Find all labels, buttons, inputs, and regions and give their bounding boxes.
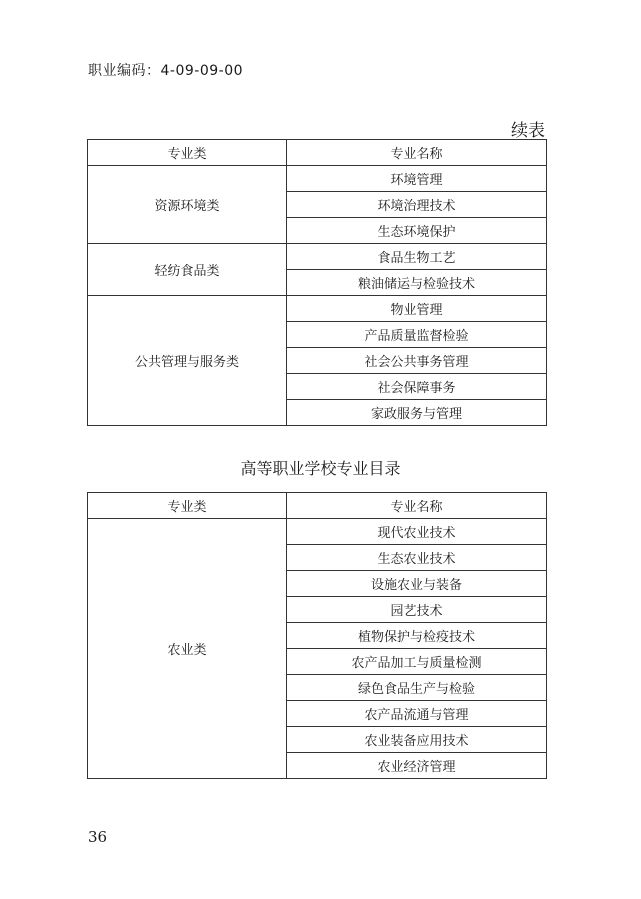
major-cell: 环境治理技术 [287, 192, 547, 218]
column-header-major: 专业名称 [287, 493, 547, 519]
major-cell: 农业装备应用技术 [287, 727, 547, 753]
continued-label: 续表 [511, 121, 545, 141]
major-cell: 农产品流通与管理 [287, 701, 547, 727]
category-cell: 公共管理与服务类 [88, 296, 287, 426]
column-header-category: 专业类 [88, 140, 287, 166]
table-row [88, 166, 547, 192]
major-cell: 环境管理 [287, 166, 547, 192]
major-cell: 食品生物工艺 [287, 244, 547, 270]
major-cell: 农产品加工与质量检测 [287, 649, 547, 675]
table-header-row [88, 493, 547, 519]
major-cell: 现代农业技术 [287, 519, 547, 545]
major-cell: 粮油储运与检验技术 [287, 270, 547, 296]
column-header-major: 专业名称 [287, 140, 547, 166]
major-cell: 植物保护与检疫技术 [287, 623, 547, 649]
occupation-code: 职业编码：4-09-09-00 [88, 63, 244, 79]
major-cell: 生态农业技术 [287, 545, 547, 571]
category-cell: 农业类 [88, 519, 287, 779]
vocational-major-table [87, 492, 547, 779]
major-cell: 产品质量监督检验 [287, 322, 547, 348]
category-cell: 轻纺食品类 [88, 244, 287, 296]
page-number: 36 [88, 828, 108, 846]
table-row [88, 519, 547, 545]
major-cell: 园艺技术 [287, 597, 547, 623]
table-row [88, 296, 547, 322]
section-title: 高等职业学校专业目录 [240, 459, 401, 478]
table-header-row [88, 140, 547, 166]
category-cell: 资源环境类 [88, 166, 287, 244]
table-row [88, 244, 547, 270]
column-header-category: 专业类 [88, 493, 287, 519]
major-cell: 物业管理 [287, 296, 547, 322]
major-cell: 农业经济管理 [287, 753, 547, 779]
major-cell: 社会保障事务 [287, 374, 547, 400]
major-cell: 生态环境保护 [287, 218, 547, 244]
major-cell: 社会公共事务管理 [287, 348, 547, 374]
major-table-continued [87, 139, 547, 426]
major-cell: 绿色食品生产与检验 [287, 675, 547, 701]
major-cell: 设施农业与装备 [287, 571, 547, 597]
major-cell: 家政服务与管理 [287, 400, 547, 426]
